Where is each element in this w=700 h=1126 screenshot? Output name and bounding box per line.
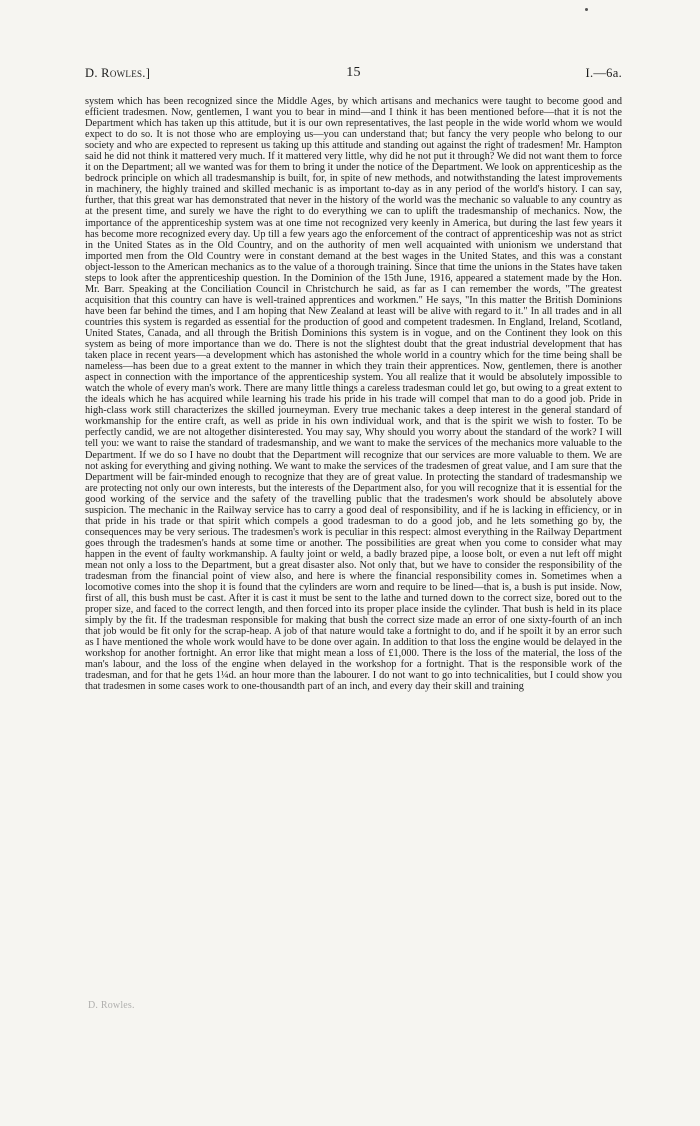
paper-reference: I.—6a. — [585, 66, 622, 80]
running-header — [85, 66, 622, 82]
ink-speck — [585, 8, 588, 11]
paragraph-text: system which has been recognized since the Middle Ages, by which artisans and mechanics were taught to become good and efficient tradesmen. Now, gentlemen, I want you to bear in mind—and I think it has been mentioned before—that it is not the Department which has taken up this attitude, but it is our own representatives, the last people in the wide world whom we would expect to do so. It is not those who are employing us—you can understand that; but fancy the very people who belong to our society and who are expected to represent us taking up this attitude and standing out against the right of tradesmen! Mr. Hampton said he did not think it mattered very much. If it mattered very little, why did he not put it through? We did not want them to force it on the Department; all we wanted was for them to bring it under the notice of the Department. We look on apprenticeship as the bedrock principle on which all tradesmanship is built, for, in spite of new methods, and notwithstanding the latest improvements in machinery, the highly trained and skilled mechanic is as important to-day as in any period of the world's history. I can say, further, that this great war has demonstrated that never in the history of the world was the mechanic so valuable to any country as at the present time, and surely we have the right to do everything we can to uplift the tradesmanship of mechanics. Now, the importance of the apprenticeship system was at one time not recognized very keenly in America, but during the last few years it has become more recognized every day. Up till a few years ago the enforcement of the contract of apprenticeship was not as strict in the United States as in the Old Country, and on the authority of men well acquainted with unionism we understand that imported men from the Old Country were in constant demand at the best wages in the United States, and this was a constant object-lesson to the American mechanics as to the value of a thorough training. Since that time the unions in the States have taken steps to look after the apprenticeship question. In the Dominion of the 15th June, 1916, appeared a statement made by the Hon. Mr. Barr. Speaking at the Conciliation Council in Christchurch he said, as far as I can remember the words, "The greatest acquisition that this country can have is well-trained apprentices and workmen." He says, "In this matter the British Dominions have been far behind the times, and I am hoping that New Zealand at least will be alive with regard to it." In all trades and in all countries this system is regarded as essential for the production of good and competent tradesmen. In England, Ireland, Scotland, United States, Canada, and all through the British Dominions this system is in vogue, and on the Continent they look on this system as being of more importance than we do. There is not the slightest doubt that the great industrial development that has taken place in recent years—a development which has astonished the whole world in a country which for the time being shall be nameless—has been due to a great extent to the manner in which they train their apprentices. Now, gentlemen, there is another aspect in connection with the importance of the apprenticeship system. You all realize that it would be absolutely impossible to watch the whole of every man's work. There are many little things a careless tradesman could let go, but owing to a great extent to the ideals which he has acquired while learning his trade his pride in his trade will compel that man to do a good job. Pride in high-class work still characterizes the skilled journeyman. Every true mechanic takes a deep interest in the general standard of workmanship for the entire craft, as well as pride in his own individual work, and that is the spirit we wish to foster. To be perfectly candid, we are not altogether disinterested. You may say, Why should you worry about the standard of the work? I will tell you: we want to raise the standard of tradesmanship, and we want to make the services of the mechanics more valuable to the Department. If we do so I have no doubt that the Department will recognize that our services are more valuable to them. We are not asking for everything and giving nothing. We want to make the services of the tradesmen of great value, and I am sure that the Department will be fair-minded enough to recognize that they are of great value. In protecting the standard of tradesmanship we are protecting not only our own interests, but the interests of the Department also, for you will recognize that it is essential for the good working of the service and the safety of the travelling public that the tradesmen's work should be absolutely above suspicion. The mechanic in the Railway service has to carry a good deal of responsibility, and if he is lacking in efficiency, or in that pride in his trade or that spirit which compels a good tradesman to do a good job, and he lets something go by, the consequences may be very serious. The tradesmen's work is peculiar in this respect: almost everything in the Railway Department goes through the tradesmen's hands at some time or another. The possibilities are great when you come to consider what may happen in the event of faulty workmanship. A faulty joint or weld, a badly brazed pipe, a loose bolt, or even a nut left off might mean not only a loss to the Department, but a great disaster also. Not only that, but we have to consider the responsibility of the tradesman from the financial point of view also, and here is where the financial responsibility comes in. Sometimes when a locomotive comes into the shop it is found that the cylinders are worn and require to be lined—that is, a bush is put inside. Now, first of all, this bush must be cast. After it is cast it must be sent to the lathe and turned down to the correct size, bored out to the proper size, and faced to the correct length, and then forced into its proper place inside the cylinder. That bush is held in its place simply by the fit. If the tradesman responsible for making that bush the correct size made an error of one sixty-fourth of an inch that job would be fit only for the scrap-heap. A job of that nature would take a fortnight to do, and if he spoilt it by an error such as I have mentioned the whole work would have to be done over again. In addition to that loss the engine would be delayed in the workshop for another fortnight. An error like that might mean a loss of £1,000. There is the loss of the material, the loss of the man's labour, and the loss of the engine when delayed in the workshop for a fortnight. That is the responsible work of the tradesman, and for that he gets 1¼d. an hour more than the labourer. I do not want to go into technicalities, but I could show you that tradesmen in some cases work to one-thousandth part of an inch, and every day their skill and training — [85, 96, 622, 693]
faded-scan-mark: D. Rowles. — [88, 1000, 135, 1011]
page-number: 15 — [346, 65, 361, 80]
body-paragraph — [85, 96, 622, 693]
header-speaker: D. Rowles.] — [85, 66, 151, 80]
